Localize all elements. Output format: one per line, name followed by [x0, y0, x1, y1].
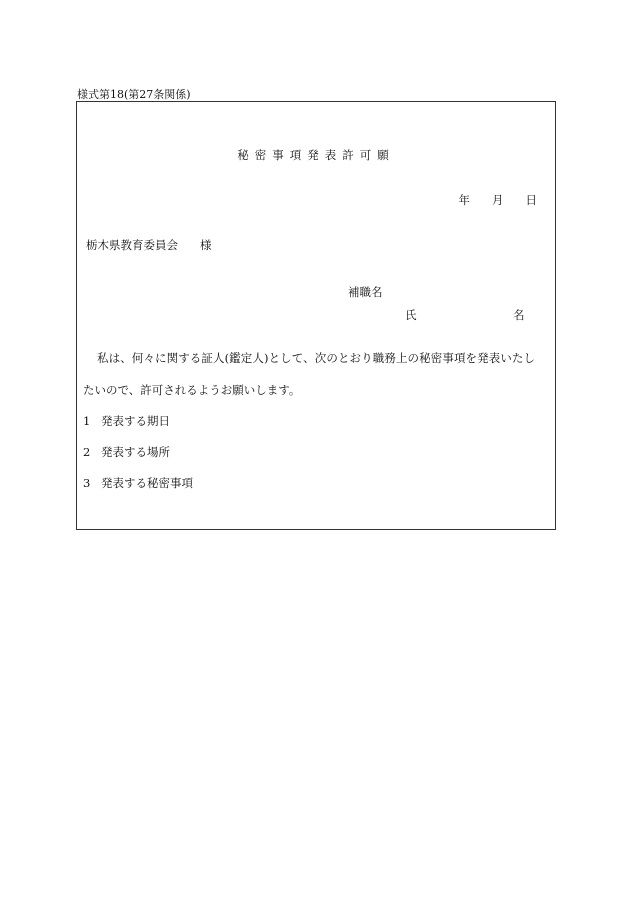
- list-item: [83, 475, 193, 491]
- list-item-text: 発表する秘密事項: [101, 476, 193, 490]
- list-item: [83, 444, 170, 460]
- year-label: 年: [458, 193, 470, 207]
- day-label: 日: [525, 193, 537, 207]
- name-label-given: 名: [513, 308, 525, 322]
- addressee-name: 栃木県教育委員会: [86, 238, 178, 252]
- month-label: 月: [492, 193, 504, 207]
- form-number-label: 様式第18(第27条関係): [77, 88, 191, 101]
- list-item: [83, 413, 170, 429]
- list-item-number: 3: [83, 476, 91, 490]
- body-text-line-1: 私は、何々に関する証人(鑑定人)として、次のとおり職務上の秘密事項を発表いたし: [97, 351, 536, 365]
- name-label-family: 氏: [405, 308, 417, 322]
- post-label: 補職名: [348, 285, 383, 299]
- form-frame: [76, 101, 556, 530]
- list-item-text: 発表する場所: [101, 445, 170, 459]
- list-item-number: 1: [83, 414, 91, 428]
- body-text-line-2: たいので、許可されるようお願いします。: [83, 383, 301, 397]
- date-line: [459, 192, 538, 208]
- list-item-text: 発表する期日: [101, 414, 170, 428]
- document-title: 秘密事項発表許可願: [237, 148, 395, 162]
- addressee-honorific: 様: [200, 238, 212, 252]
- addressee-line: [86, 237, 212, 253]
- list-item-number: 2: [83, 445, 91, 459]
